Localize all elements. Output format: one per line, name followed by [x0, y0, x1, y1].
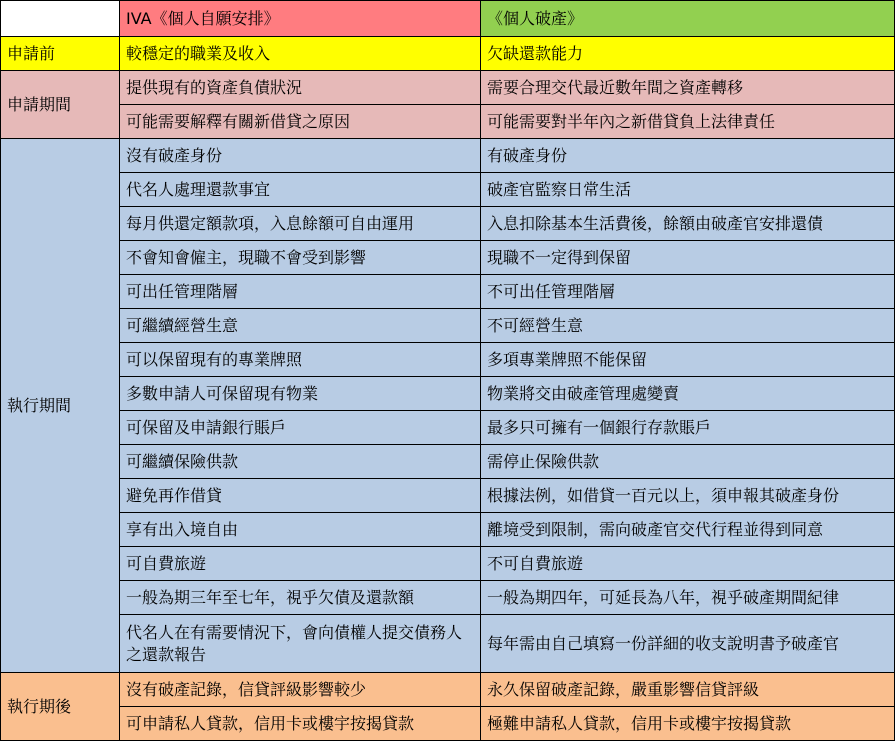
table-row	[1, 309, 895, 343]
iva-cell: 可自費旅遊	[120, 547, 481, 581]
iva-cell: 多數申請人可保留現有物業	[120, 377, 481, 411]
bankruptcy-cell: 物業將交由破產管理處變賣	[481, 377, 895, 411]
bankruptcy-cell: 有破產身份	[481, 139, 895, 173]
table-row	[1, 673, 895, 707]
iva-cell: 提供現有的資產負債狀況	[120, 71, 481, 105]
table-row	[1, 275, 895, 309]
iva-cell: 代名人處理還款事宜	[120, 173, 481, 207]
table-row	[1, 343, 895, 377]
header-bankruptcy: 《個人破產》	[481, 1, 895, 37]
iva-cell: 沒有破產身份	[120, 139, 481, 173]
iva-cell: 可保留及申請銀行賬戶	[120, 411, 481, 445]
iva-cell: 沒有破產記錄，信貸評級影響較少	[120, 673, 481, 707]
iva-cell: 享有出入境自由	[120, 513, 481, 547]
table-row	[1, 105, 895, 139]
table-row	[1, 173, 895, 207]
bankruptcy-cell: 破產官監察日常生活	[481, 173, 895, 207]
section-label-pre: 申請前	[1, 37, 120, 71]
table-row	[1, 707, 895, 741]
table-row	[1, 207, 895, 241]
section-label-post: 執行期後	[1, 673, 120, 741]
bankruptcy-cell: 不可經營生意	[481, 309, 895, 343]
bankruptcy-cell: 多項專業牌照不能保留	[481, 343, 895, 377]
bankruptcy-cell: 最多只可擁有一個銀行存款賬戶	[481, 411, 895, 445]
section-label-exec: 執行期間	[1, 139, 120, 673]
table-row	[1, 615, 895, 673]
table-row	[1, 445, 895, 479]
bankruptcy-cell: 離境受到限制，需向破產官交代行程並得到同意	[481, 513, 895, 547]
header-iva: IVA《個人自願安排》	[120, 1, 481, 37]
bankruptcy-cell: 可能需要對半年內之新借貸負上法律責任	[481, 105, 895, 139]
iva-cell: 可出任管理階層	[120, 275, 481, 309]
iva-cell: 每月供還定額款項，入息餘額可自由運用	[120, 207, 481, 241]
iva-cell: 可能需要解釋有關新借貸之原因	[120, 105, 481, 139]
header-row	[1, 1, 895, 37]
table-row	[1, 581, 895, 615]
table-row	[1, 479, 895, 513]
section-label-apply: 申請期間	[1, 71, 120, 139]
iva-cell: 可以保留現有的專業牌照	[120, 343, 481, 377]
iva-cell: 可繼續經營生意	[120, 309, 481, 343]
table-row	[1, 547, 895, 581]
table-row	[1, 241, 895, 275]
bankruptcy-cell: 現職不一定得到保留	[481, 241, 895, 275]
table-row	[1, 513, 895, 547]
bankruptcy-cell: 極難申請私人貸款，信用卡或樓宇按揭貸款	[481, 707, 895, 741]
iva-cell: 代名人在有需要情況下，會向債權人提交債務人之還款報告	[120, 615, 481, 673]
iva-cell: 較穩定的職業及收入	[120, 37, 481, 71]
bankruptcy-cell: 欠缺還款能力	[481, 37, 895, 71]
bankruptcy-cell: 需停止保險供款	[481, 445, 895, 479]
table-row	[1, 139, 895, 173]
bankruptcy-cell: 不可出任管理階層	[481, 275, 895, 309]
iva-cell: 避免再作借貸	[120, 479, 481, 513]
corner-cell	[1, 1, 120, 37]
iva-cell: 可申請私人貸款，信用卡或樓宇按揭貸款	[120, 707, 481, 741]
bankruptcy-cell: 永久保留破產記錄，嚴重影響信貸評級	[481, 673, 895, 707]
table-row	[1, 71, 895, 105]
table-row	[1, 411, 895, 445]
iva-cell: 可繼續保險供款	[120, 445, 481, 479]
bankruptcy-cell: 每年需由自己填寫一份詳細的收支說明書予破產官	[481, 615, 895, 673]
bankruptcy-cell: 根據法例，如借貸一百元以上，須申報其破產身份	[481, 479, 895, 513]
iva-cell: 一般為期三年至七年，視乎欠債及還款額	[120, 581, 481, 615]
bankruptcy-cell: 不可自費旅遊	[481, 547, 895, 581]
bankruptcy-cell: 入息扣除基本生活費後，餘額由破產官安排還債	[481, 207, 895, 241]
iva-cell: 不會知會僱主，現職不會受到影響	[120, 241, 481, 275]
table-row	[1, 37, 895, 71]
bankruptcy-cell: 需要合理交代最近數年間之資產轉移	[481, 71, 895, 105]
table-row	[1, 377, 895, 411]
bankruptcy-cell: 一般為期四年，可延長為八年，視乎破產期間紀律	[481, 581, 895, 615]
